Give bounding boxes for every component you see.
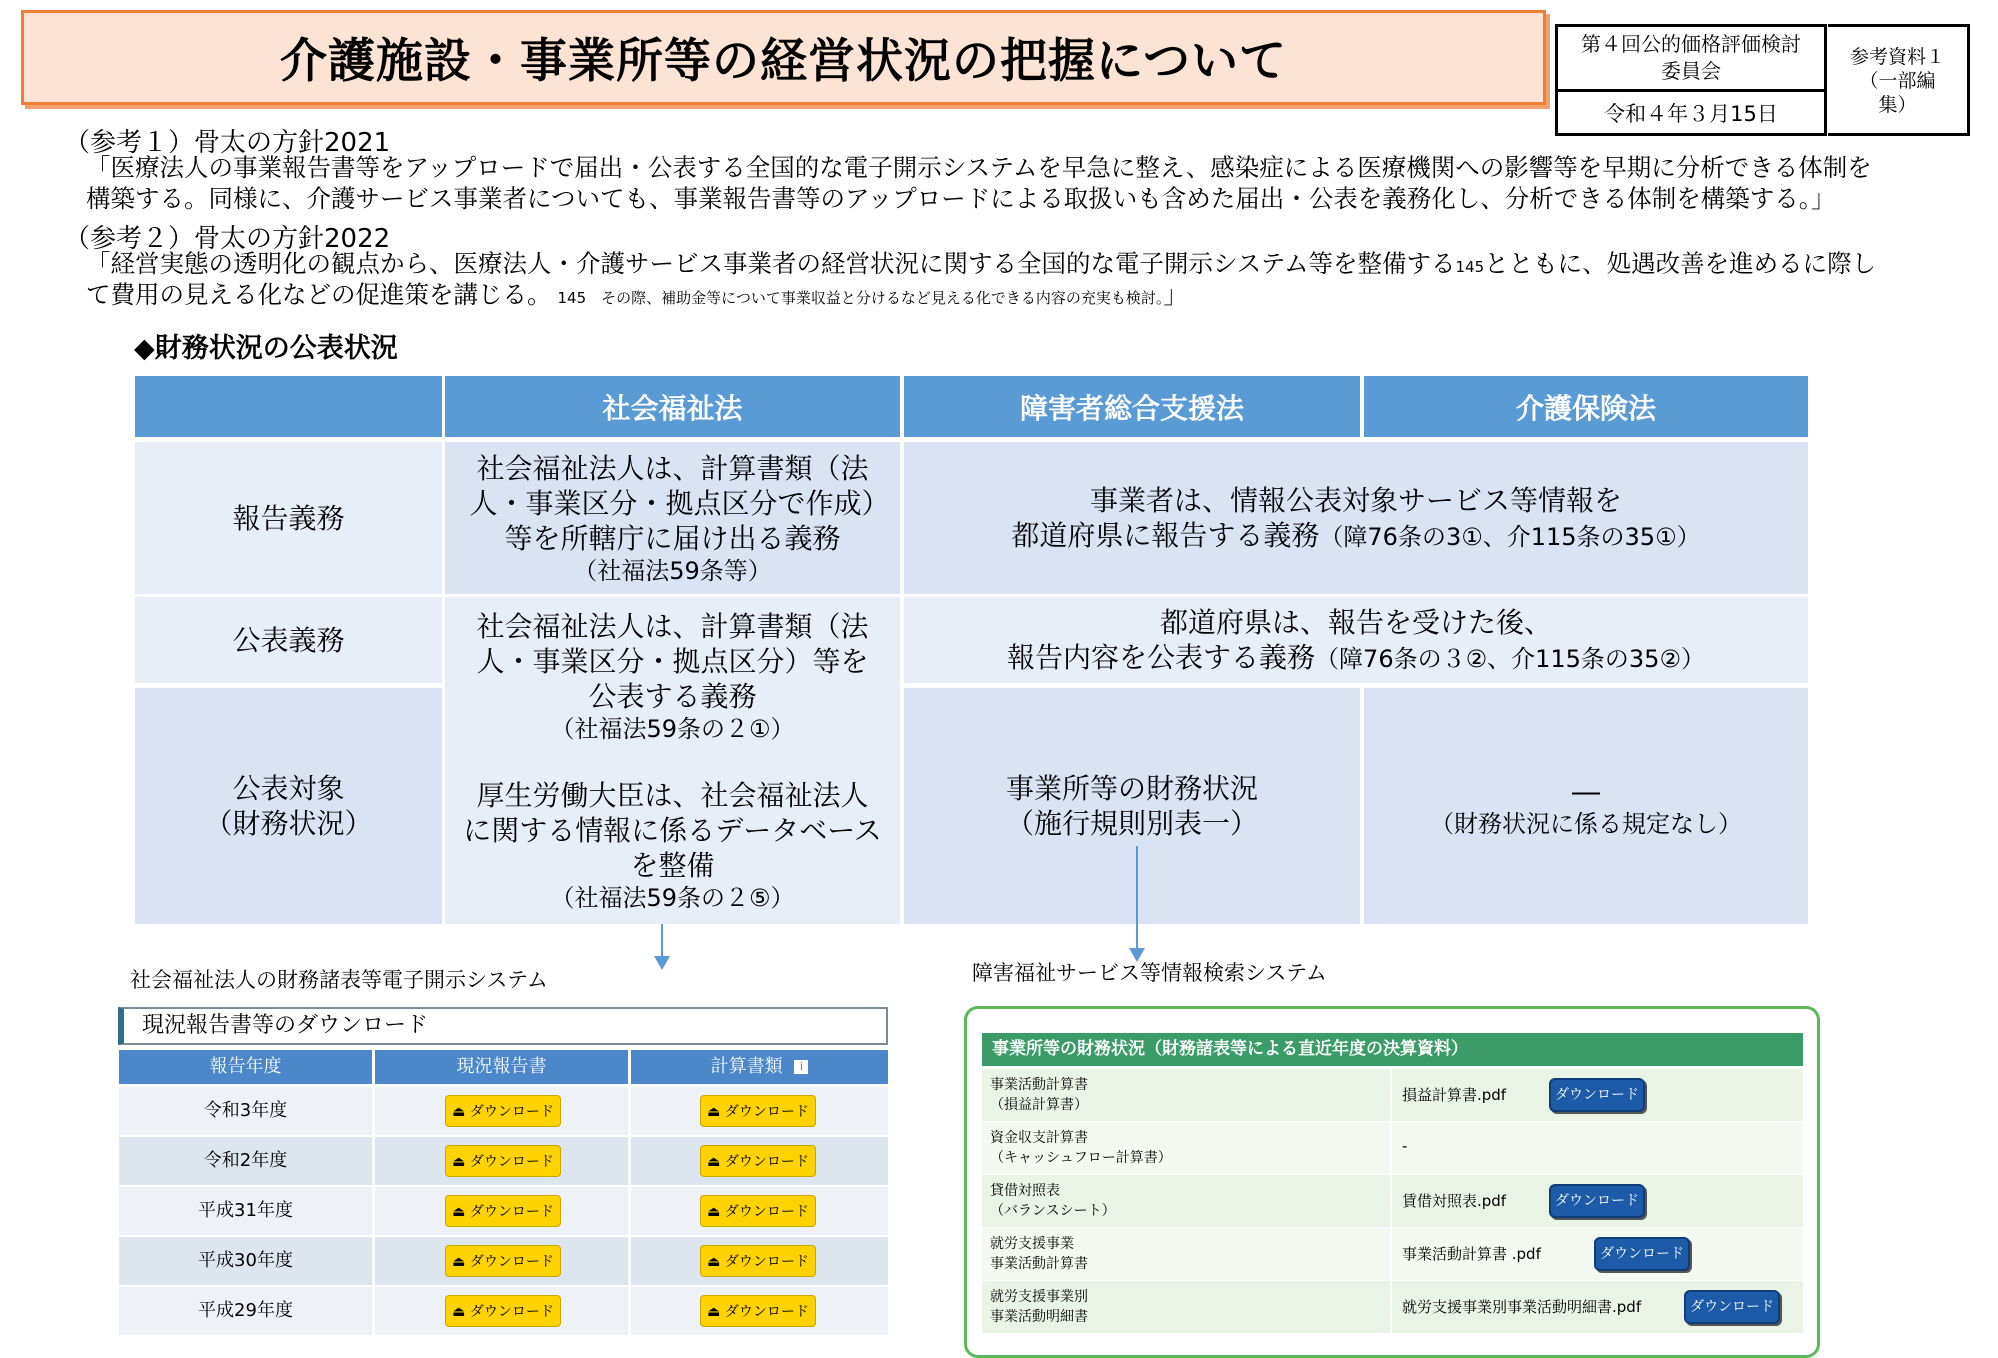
file-name: 事業活動計算書 .pdf — [1402, 1245, 1541, 1263]
right-table-row — [982, 1175, 1803, 1227]
row-label-publish: 公表義務 — [135, 597, 442, 683]
publish-merged-cell: 都道府県は、報告を受けた後、 報告内容を公表する義務（障76条の３②、介115条の35②） — [904, 597, 1808, 683]
row-label-target: 公表対象 （財務状況） — [135, 688, 442, 924]
left-table-header-year: 報告年度 — [119, 1050, 372, 1084]
download-button-label: ダウンロード — [724, 1254, 809, 1270]
download-icon: ⏏ — [707, 1204, 725, 1220]
download-button-label: ダウンロード — [724, 1154, 809, 1170]
left-table-header-accounts: 計算書類 i — [631, 1050, 888, 1084]
file-name: 賃借対照表.pdf — [1402, 1192, 1507, 1210]
download-button[interactable] — [445, 1095, 561, 1127]
reference-2-heading: （参考２）骨太の方針2022 — [64, 224, 391, 254]
download-button-label: ダウンロード — [469, 1254, 554, 1270]
reference-1-heading: （参考１）骨太の方針2021 — [64, 128, 391, 158]
file-name: 損益計算書.pdf — [1402, 1086, 1507, 1104]
table-header-social-welfare: 社会福祉法 — [445, 376, 900, 437]
right-table-row — [982, 1122, 1803, 1174]
left-system-panel-title: 現況報告書等のダウンロード — [118, 1007, 888, 1045]
download-icon: ⏏ — [707, 1254, 725, 1270]
meeting-info-box — [1555, 24, 1827, 136]
download-button[interactable] — [445, 1245, 561, 1277]
download-button[interactable] — [445, 1145, 561, 1177]
download-button-label: ダウンロード — [724, 1104, 809, 1120]
file-name: 就労支援事業別事業活動明細書.pdf — [1402, 1298, 1642, 1316]
reference-1-line-2: 構築する。同様に、介護サービス事業者についても、事業報告書等のアップロードによる取扱いも含めた届出・公表を義務化し、分析できる体制を構築する。」 — [86, 184, 1836, 213]
right-row-label: 事業活動計算書 （損益計算書） — [982, 1069, 1390, 1121]
download-icon: ⏏ — [707, 1304, 725, 1320]
download-button[interactable]: ダウンロード — [1594, 1237, 1690, 1271]
arrow-down-icon — [654, 956, 670, 970]
table-header-disability: 障害者総合支援法 — [904, 376, 1360, 437]
download-button-label: ダウンロード — [724, 1304, 809, 1320]
left-table-header-report: 現況報告書 — [375, 1050, 628, 1084]
right-row-label: 就労支援事業別 事業活動明細書 — [982, 1281, 1390, 1333]
download-icon: ⏏ — [452, 1104, 470, 1120]
download-button[interactable]: ダウンロード — [1549, 1184, 1645, 1218]
download-button[interactable] — [700, 1295, 816, 1327]
download-icon: ⏏ — [452, 1204, 470, 1220]
download-button[interactable]: ダウンロード — [1549, 1078, 1645, 1112]
reference-label-box: 参考資料１ （一部編 集） — [1828, 24, 1970, 136]
left-row-year: 平成31年度 — [119, 1187, 372, 1235]
right-table-row — [982, 1069, 1803, 1121]
download-icon: ⏏ — [707, 1104, 725, 1120]
reference-1-line-1: 「医療法人の事業報告書等をアップロードで届出・公表する全国的な電子開示システムを早急に整え、感染症による医療機関への影響等を早期に分析できる体制を — [86, 153, 1872, 182]
title-banner — [21, 10, 1546, 105]
meeting-date: 令和４年３月15日 — [1604, 102, 1778, 126]
row-label-report: 報告義務 — [135, 442, 442, 594]
download-button-label: ダウンロード — [469, 1104, 554, 1120]
download-button[interactable] — [700, 1195, 816, 1227]
download-button[interactable] — [445, 1295, 561, 1327]
download-button[interactable] — [700, 1095, 816, 1127]
left-row-year: 平成29年度 — [119, 1287, 372, 1335]
download-button-label: ダウンロード — [469, 1154, 554, 1170]
left-row-year: 令和2年度 — [119, 1137, 372, 1185]
reference-2-line-1: 「経営実態の透明化の観点から、医療法人・介護サービス事業者の経営状況に関する全国的な電子開示システム等を整備する145とともに、処遇改善を進めるに際し — [86, 249, 1877, 278]
section-title: ◆財務状況の公表状況 — [134, 333, 398, 364]
target-care-insurance-cell: ― （財務状況に係る規定なし） — [1364, 688, 1808, 924]
right-row-label: 貸借対照表 （バランスシート） — [982, 1175, 1390, 1227]
right-row-label: 就労支援事業 事業活動計算書 — [982, 1228, 1390, 1280]
right-system-caption: 障害福祉サービス等情報検索システム — [972, 961, 1327, 985]
download-button[interactable]: ダウンロード — [1684, 1290, 1780, 1324]
download-button-label: ダウンロード — [469, 1204, 554, 1220]
left-system-caption: 社会福祉法人の財務諸表等電子開示システム — [130, 968, 548, 992]
left-row-year: 平成30年度 — [119, 1237, 372, 1285]
publish-social-welfare-cell: 社会福祉法人は、計算書類（法人・事業区分・拠点区分）等を公表する義務 （社福法59条の２①） 厚生労働大臣は、社会福祉法人に関する情報に係るデータベースを整備 （社福法59条の２⑤） — [445, 597, 900, 924]
right-system-panel-title: 事業所等の財務状況（財務諸表等による直近年度の決算資料） — [982, 1033, 1803, 1066]
page-title: 介護施設・事業所等の経営状況の把握について — [279, 34, 1288, 89]
reference-2-line-2: て費用の見える化などの促進策を講じる。 145 その際、補助金等について事業収益と分けるなど見える化できる内容の充実も検討。」 — [86, 280, 1188, 309]
download-button-label: ダウンロード — [469, 1304, 554, 1320]
right-row-value — [1392, 1122, 1803, 1174]
report-social-welfare-cell: 社会福祉法人は、計算書類（法人・事業区分・拠点区分で作成）等を所轄庁に届け出る義務 （社福法59条等） — [445, 442, 900, 594]
download-icon: ⏏ — [452, 1254, 470, 1270]
download-button-label: ダウンロード — [724, 1204, 809, 1220]
report-merged-cell: 事業者は、情報公表対象サービス等情報を 都道府県に報告する義務（障76条の3①、介115条の35①） — [904, 442, 1808, 594]
file-name: - — [1402, 1137, 1408, 1155]
footnote-marker: 145 — [1455, 258, 1485, 276]
right-table-row — [982, 1281, 1803, 1333]
download-icon: ⏏ — [707, 1154, 725, 1170]
download-button[interactable] — [700, 1145, 816, 1177]
target-disability-cell: 事業所等の財務状況 （施行規則別表一） — [904, 688, 1360, 924]
arrow-line-left — [661, 924, 663, 958]
table-header-care-insurance: 介護保険法 — [1364, 376, 1808, 437]
info-icon[interactable]: i — [794, 1060, 808, 1074]
footnote-text: 145 その際、補助金等について事業収益と分けるなど見える化できる内容の充実も検討。 — [557, 289, 1164, 307]
download-button[interactable] — [700, 1245, 816, 1277]
meeting-name: 第４回公的価格評価検討 委員会 — [1558, 31, 1824, 92]
right-row-label: 資金収支計算書 （キャッシュフロー計算書） — [982, 1122, 1390, 1174]
download-icon: ⏏ — [452, 1154, 470, 1170]
download-icon: ⏏ — [452, 1304, 470, 1320]
left-row-year: 令和3年度 — [119, 1087, 372, 1135]
arrow-line-right — [1136, 846, 1138, 950]
download-button[interactable] — [445, 1195, 561, 1227]
table-header-blank — [135, 376, 442, 437]
